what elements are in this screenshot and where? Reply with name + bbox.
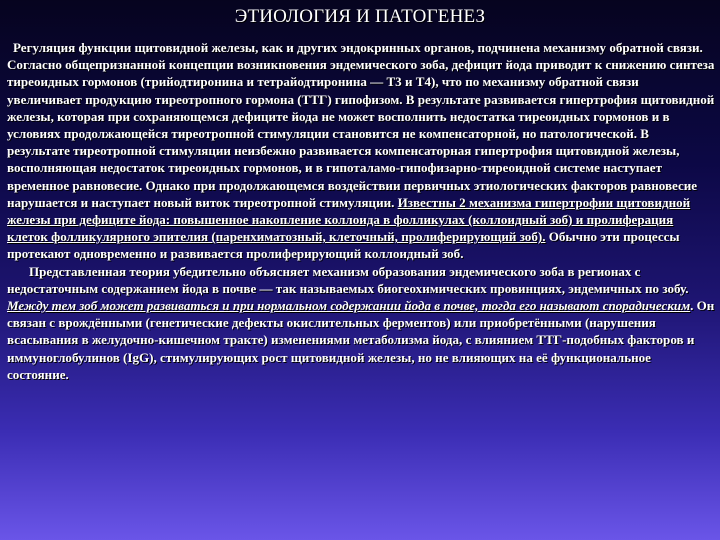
paragraph-1-text-end: Обычно эти процессы протекают одновременно и развивается пролиферирующий коллоидный зоб. — [7, 229, 680, 262]
paragraph-1-underlined-text: Известны 2 механизма гипертрофии щитовидной железы при дефиците йода: повышенное накопление коллоида в фолликулах (коллоидный зоб) и пролиферация клеток фолликулярного эпителия (паренхиматозный, клеточный, пролиферирующий зоб). — [7, 194, 691, 245]
slide-title: ЭТИОЛОГИЯ И ПАТОГЕНЕЗ — [234, 6, 486, 27]
paragraph-2-text: Представленная теория убедительно объясняет механизм образования эндемического зоба в регионах с недостаточным содержанием йода в почве — так называемых биогеохимических провинциях, эндемичных по зобу. — [7, 263, 689, 296]
paragraph-2-text-end: . Он связан с врождёнными (генетические дефекты окислительных ферментов) или приобретёнными (нарушения всасывания в желудочно-кишечном тракте) изменениями метаболизма йода, с влиянием ТТГ-подобных факторов и иммуноглобулинов (IgG), стимулирующих рост щитовидной железы, но не влияющих на её функциональное состояние. — [7, 298, 715, 382]
paragraph-1-text: Регуляция функции щитовидной железы, как и других эндокринных органов, подчинена механизму обратной связи. Согласно общепризнанной концепции возникновения эндемического зоба, дефицит йода приводит к снижению синтеза тиреоидных гормонов (трийодтиронина и тетрайодтиронина — Т3 и Т4), что по механизму обратной связи увеличивает продукцию тиреотропного гормона (ТТГ) гипофизом. В результате развивается гипертрофия щитовидной железы, которая при сохраняющемся дефиците йода не может восполнить недостатка тиреоидных гормонов и в условиях продолжающейся тиреотропной стимуляции становится не компенсаторной, но патологической. В результате тиреотропной стимуляции неизбежно развивается компенсаторная гипертрофия щитовидной железы, восполняющая недостаток тиреоидных гормонов, и в гипоталамо-гипофизарно-тиреоидной системе наступает временное равновесие. Однако при продолжающемся воздействии первичных этиологических факторов равновесие нарушается и наступает новый виток тиреотропной стимуляции. — [7, 40, 715, 210]
slide-body — [7, 39, 715, 383]
paragraph-2 — [7, 263, 715, 383]
paragraph-2-underlined-italic-text: Между тем зоб может развиваться и при нормальном содержании йода в почве, тогда его называют спорадическим — [7, 298, 691, 314]
paragraph-1 — [7, 39, 715, 263]
